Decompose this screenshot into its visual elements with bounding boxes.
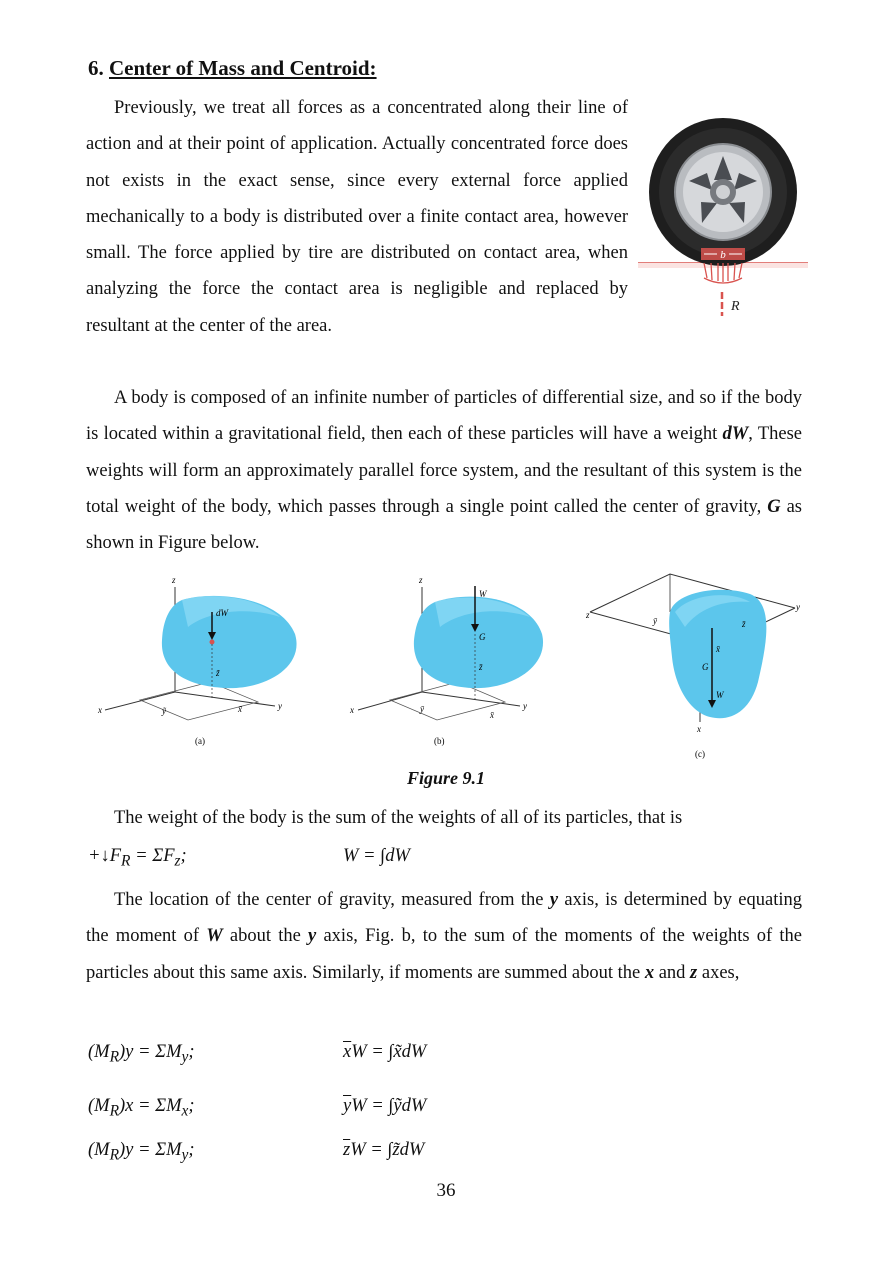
panel-b-y: y bbox=[523, 701, 527, 711]
p4-i: and bbox=[654, 962, 691, 983]
p4-j: z bbox=[690, 962, 698, 983]
m3-rhs: = ΣM bbox=[133, 1140, 182, 1160]
m3-bar: $\overline{z}$ bbox=[343, 1140, 351, 1160]
p2-dw: dW bbox=[722, 424, 749, 445]
panel-b-z: z bbox=[419, 575, 423, 585]
m2-bar: $\overline{y}$ bbox=[343, 1096, 352, 1116]
panel-c-zbar: z̄ bbox=[742, 619, 746, 629]
panel-c-label: (c) bbox=[695, 749, 705, 759]
m2-rhs-sub: x bbox=[181, 1102, 189, 1120]
m2-res: W = ∫ỹdW bbox=[351, 1096, 427, 1116]
m3-lhs: (M bbox=[88, 1140, 110, 1160]
m1-rhs: = ΣM bbox=[133, 1042, 182, 1062]
p4-a: The location of the center of gravity, measured from the bbox=[114, 890, 550, 910]
section-number: 6. bbox=[88, 56, 104, 80]
moment-eq-1-right bbox=[343, 1042, 426, 1063]
panel-c-ybar: ȳ bbox=[653, 616, 657, 626]
panel-c bbox=[585, 574, 800, 759]
panel-c-xbar: x̄ bbox=[716, 644, 720, 654]
panel-c-y: y bbox=[796, 602, 800, 612]
paragraph-center-of-gravity bbox=[86, 380, 802, 561]
eq-weight-sub: R bbox=[121, 852, 131, 870]
panel-a-ybar: ỹ bbox=[162, 706, 166, 716]
moment-eq-2-right bbox=[343, 1096, 426, 1117]
paragraph-intro: Previously, we treat all forces as a concentrated along their line of action and at their point of application. Actually concentrated force does not exists in the exact sense, since every external force applied mechanically to a body is distributed over a finite contact area, however small. The force applied by tire are distributed on contact area, when analyzing the force the contact area is negligible and replaced by resultant at the center of the area. bbox=[86, 98, 628, 336]
dimension-b-label: b bbox=[720, 249, 726, 261]
m1-lhs: (M bbox=[88, 1042, 110, 1062]
m2-sub: R bbox=[109, 1102, 119, 1120]
panel-b bbox=[349, 575, 543, 746]
p2-g: G bbox=[767, 496, 781, 517]
panel-b-load: W bbox=[479, 589, 487, 599]
eq-weight-sub2: z bbox=[174, 852, 181, 870]
panel-b-center: G bbox=[479, 632, 486, 642]
page-number: 36 bbox=[436, 1180, 456, 1201]
panel-b-xbar: x̄ bbox=[490, 710, 494, 720]
figure-9-1 bbox=[90, 572, 810, 767]
p4-f: y bbox=[308, 926, 317, 947]
moment-eq-3-right bbox=[343, 1140, 424, 1161]
p2-text-e: as shown in Figure below. bbox=[86, 496, 802, 554]
panel-b-ybar: ȳ bbox=[420, 704, 424, 714]
panel-a-x: x bbox=[98, 705, 102, 715]
panel-a-label: (a) bbox=[195, 736, 205, 746]
m3-end: ; bbox=[188, 1140, 195, 1160]
m1-end: ; bbox=[188, 1042, 195, 1062]
figure-caption: Figure 9.1 bbox=[406, 768, 485, 788]
p4-h: x bbox=[644, 962, 655, 983]
p4-k: axes, bbox=[697, 962, 740, 983]
m2-lhs: (M bbox=[88, 1096, 110, 1116]
moment-eq-2-left bbox=[88, 1096, 195, 1121]
equation-weight-sum bbox=[88, 846, 187, 871]
p2-text-c: , These weights will form an approximately parallel force system, and the resultant of this system is the total weight of the body, which passes through a single point called the center of gravity, bbox=[86, 424, 802, 517]
paragraph-weight: The weight of the body is the sum of the weights of all of its particles, that is bbox=[114, 808, 683, 828]
eq-weight-rest: = ΣF bbox=[130, 846, 175, 866]
panel-c-center: G bbox=[702, 662, 709, 672]
p4-g: axis, Fig. b, to the sum of the moments of the weights of the particles about this same axis. Similarly, if moments are summed about the bbox=[86, 926, 802, 983]
panel-a-xbar: x̃ bbox=[238, 704, 242, 714]
panel-b-label: (b) bbox=[434, 736, 445, 746]
moment-eq-1-left bbox=[88, 1042, 195, 1067]
eq-weight-end: ; bbox=[180, 846, 187, 866]
p4-b: y bbox=[549, 890, 559, 910]
eq-weight-left: +↓F bbox=[88, 846, 122, 866]
panel-b-x: x bbox=[350, 705, 354, 715]
p4-c: axis, is determined by equating the moment of bbox=[86, 890, 802, 947]
panel-a bbox=[97, 575, 297, 746]
m3-rhs-sub: y bbox=[181, 1146, 189, 1164]
panel-b-zbar: z̄ bbox=[479, 662, 483, 672]
paragraph-location bbox=[86, 882, 802, 991]
m1-rhs-sub: y bbox=[181, 1048, 189, 1066]
p2-text-a: A body is composed of an infinite number of particles of differential size, and so if the body is located within a gravitational field, then each of these particles will have a weight bbox=[86, 388, 802, 445]
panel-a-zbar: z̃ bbox=[216, 668, 220, 678]
p4-e: about the bbox=[222, 926, 309, 947]
resultant-r-label: R bbox=[731, 299, 740, 314]
panel-c-x: x bbox=[697, 724, 701, 734]
panel-a-y: y bbox=[278, 701, 282, 711]
panel-c-load: W bbox=[716, 690, 724, 700]
m2-axis: )x bbox=[119, 1096, 134, 1116]
m3-res: W = ∫z̃dW bbox=[350, 1140, 425, 1160]
moment-eq-3-left bbox=[88, 1140, 195, 1165]
m3-axis: )y bbox=[119, 1140, 134, 1160]
section-heading bbox=[88, 56, 377, 81]
panel-a-z: z bbox=[172, 575, 176, 585]
m3-sub: R bbox=[109, 1146, 119, 1164]
m1-axis: )y bbox=[119, 1042, 134, 1062]
m2-rhs: = ΣM bbox=[133, 1096, 182, 1116]
equation-weight-integral: W = ∫dW bbox=[343, 846, 410, 866]
panel-a-load: dW bbox=[216, 608, 228, 618]
tire-illustration bbox=[638, 110, 808, 325]
p4-d: W bbox=[206, 926, 223, 947]
panel-c-z: z bbox=[586, 610, 590, 620]
section-title: Center of Mass and Centroid: bbox=[109, 56, 377, 80]
m1-sub: R bbox=[109, 1048, 119, 1066]
m1-res: W = ∫x̃dW bbox=[351, 1042, 427, 1062]
m1-bar: $\overline{x}$ bbox=[343, 1042, 352, 1062]
m2-end: ; bbox=[188, 1096, 195, 1116]
